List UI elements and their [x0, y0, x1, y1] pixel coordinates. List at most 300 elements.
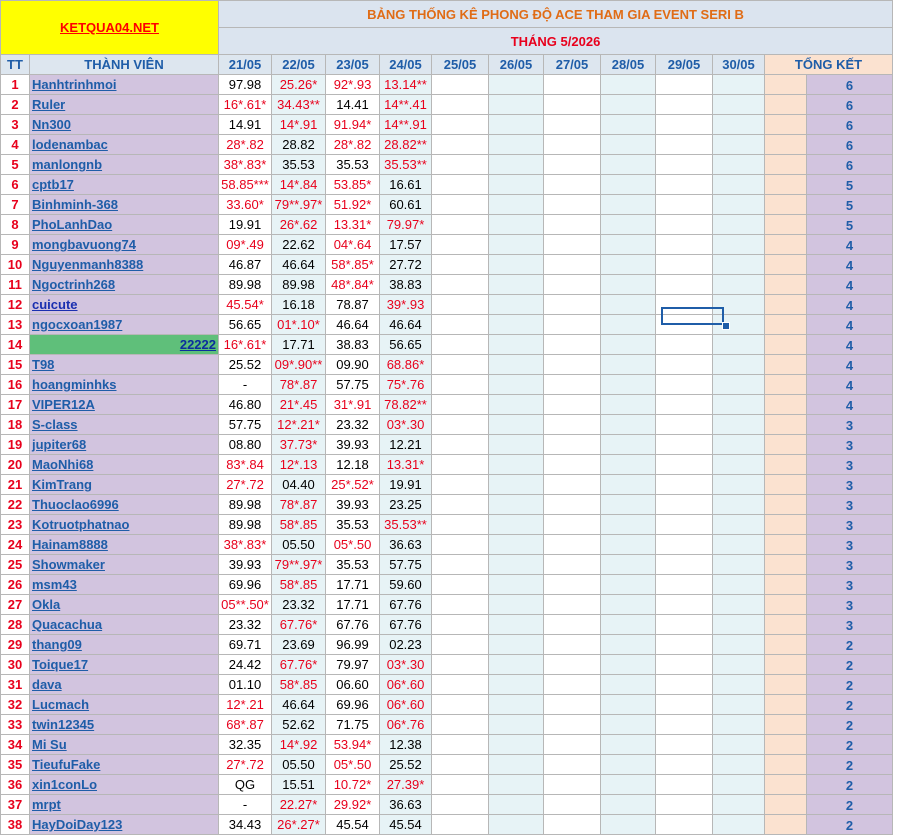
empty-cell[interactable] [432, 255, 489, 275]
empty-cell[interactable] [432, 75, 489, 95]
empty-cell[interactable] [544, 615, 601, 635]
result-cell[interactable]: 46.64 [272, 695, 326, 715]
empty-cell[interactable] [432, 575, 489, 595]
empty-cell[interactable] [544, 435, 601, 455]
empty-cell[interactable] [432, 175, 489, 195]
empty-cell[interactable] [601, 695, 656, 715]
empty-cell[interactable] [432, 655, 489, 675]
site-logo[interactable]: KETQUA04.NET [1, 1, 219, 55]
empty-cell[interactable] [489, 595, 544, 615]
empty-cell[interactable] [601, 815, 656, 835]
empty-cell[interactable] [544, 675, 601, 695]
empty-cell[interactable] [432, 555, 489, 575]
result-cell[interactable]: 05*.50 [326, 755, 380, 775]
empty-cell[interactable] [656, 75, 713, 95]
member-name[interactable]: KimTrang [30, 475, 219, 495]
empty-cell[interactable] [544, 555, 601, 575]
empty-cell[interactable] [713, 715, 765, 735]
result-cell[interactable]: 14**.91 [380, 115, 432, 135]
empty-cell[interactable] [601, 195, 656, 215]
result-cell[interactable]: 58*.85 [272, 515, 326, 535]
result-cell[interactable]: 26*.62 [272, 215, 326, 235]
result-cell[interactable]: 34.43** [272, 95, 326, 115]
empty-cell[interactable] [432, 115, 489, 135]
result-cell[interactable]: 17.57 [380, 235, 432, 255]
result-cell[interactable]: 16.18 [272, 295, 326, 315]
member-name[interactable]: hoangminhks [30, 375, 219, 395]
empty-cell[interactable] [544, 315, 601, 335]
result-cell[interactable]: 67.76* [272, 615, 326, 635]
empty-cell[interactable] [489, 675, 544, 695]
empty-cell[interactable] [601, 335, 656, 355]
empty-cell[interactable] [544, 235, 601, 255]
empty-cell[interactable] [601, 75, 656, 95]
result-cell[interactable]: 25*.52* [326, 475, 380, 495]
empty-cell[interactable] [656, 495, 713, 515]
result-cell[interactable]: 53.85* [326, 175, 380, 195]
result-cell[interactable]: 38*.83* [219, 535, 272, 555]
result-cell[interactable]: 27*.72 [219, 755, 272, 775]
result-cell[interactable]: 79.97 [326, 655, 380, 675]
empty-cell[interactable] [656, 375, 713, 395]
result-cell[interactable]: 17.71 [326, 575, 380, 595]
empty-cell[interactable] [713, 515, 765, 535]
empty-cell[interactable] [601, 615, 656, 635]
empty-cell[interactable] [656, 795, 713, 815]
result-cell[interactable]: 33.60* [219, 195, 272, 215]
empty-cell[interactable] [601, 475, 656, 495]
empty-cell[interactable] [544, 775, 601, 795]
empty-cell[interactable] [489, 695, 544, 715]
empty-cell[interactable] [601, 155, 656, 175]
empty-cell[interactable] [489, 135, 544, 155]
result-cell[interactable]: 22.62 [272, 235, 326, 255]
empty-cell[interactable] [544, 495, 601, 515]
result-cell[interactable]: 35.53 [326, 515, 380, 535]
result-cell[interactable]: 06*.60 [380, 675, 432, 695]
member-name[interactable]: PhoLanhDao [30, 215, 219, 235]
empty-cell[interactable] [432, 675, 489, 695]
empty-cell[interactable] [601, 755, 656, 775]
member-name[interactable]: twin12345 [30, 715, 219, 735]
empty-cell[interactable] [656, 115, 713, 135]
empty-cell[interactable] [713, 595, 765, 615]
member-name[interactable]: Hanhtrinhmoi [30, 75, 219, 95]
empty-cell[interactable] [489, 795, 544, 815]
empty-cell[interactable] [601, 435, 656, 455]
result-cell[interactable]: 89.98 [219, 275, 272, 295]
empty-cell[interactable] [432, 275, 489, 295]
empty-cell[interactable] [432, 315, 489, 335]
result-cell[interactable]: 16*.61* [219, 335, 272, 355]
result-cell[interactable]: 38.83 [326, 335, 380, 355]
empty-cell[interactable] [713, 615, 765, 635]
member-name[interactable]: Quacachua [30, 615, 219, 635]
empty-cell[interactable] [432, 195, 489, 215]
result-cell[interactable]: 56.65 [380, 335, 432, 355]
result-cell[interactable]: 23.69 [272, 635, 326, 655]
empty-cell[interactable] [601, 535, 656, 555]
result-cell[interactable]: 56.65 [219, 315, 272, 335]
empty-cell[interactable] [544, 415, 601, 435]
empty-cell[interactable] [432, 235, 489, 255]
result-cell[interactable]: 38*.83* [219, 155, 272, 175]
empty-cell[interactable] [601, 415, 656, 435]
empty-cell[interactable] [713, 655, 765, 675]
member-name[interactable]: Showmaker [30, 555, 219, 575]
empty-cell[interactable] [544, 795, 601, 815]
result-cell[interactable]: 23.32 [272, 595, 326, 615]
empty-cell[interactable] [489, 415, 544, 435]
empty-cell[interactable] [713, 155, 765, 175]
empty-cell[interactable] [713, 355, 765, 375]
result-cell[interactable]: 35.53 [326, 555, 380, 575]
empty-cell[interactable] [544, 635, 601, 655]
result-cell[interactable]: 67.76 [380, 615, 432, 635]
result-cell[interactable]: 48*.84* [326, 275, 380, 295]
empty-cell[interactable] [656, 415, 713, 435]
result-cell[interactable]: 53.94* [326, 735, 380, 755]
empty-cell[interactable] [489, 515, 544, 535]
empty-cell[interactable] [656, 595, 713, 615]
result-cell[interactable]: 59.60 [380, 575, 432, 595]
fill-handle[interactable] [722, 322, 730, 330]
result-cell[interactable]: 27.72 [380, 255, 432, 275]
empty-cell[interactable] [601, 115, 656, 135]
empty-cell[interactable] [544, 475, 601, 495]
empty-cell[interactable] [601, 515, 656, 535]
result-cell[interactable]: 09.90 [326, 355, 380, 375]
empty-cell[interactable] [601, 375, 656, 395]
empty-cell[interactable] [713, 755, 765, 775]
result-cell[interactable]: 79.97* [380, 215, 432, 235]
empty-cell[interactable] [656, 455, 713, 475]
result-cell[interactable]: 24.42 [219, 655, 272, 675]
result-cell[interactable]: 58*.85 [272, 675, 326, 695]
empty-cell[interactable] [544, 275, 601, 295]
member-name[interactable]: Okla [30, 595, 219, 615]
empty-cell[interactable] [489, 115, 544, 135]
result-cell[interactable]: 03*.30 [380, 415, 432, 435]
empty-cell[interactable] [544, 535, 601, 555]
empty-cell[interactable] [713, 255, 765, 275]
result-cell[interactable]: 89.98 [219, 495, 272, 515]
empty-cell[interactable] [656, 135, 713, 155]
result-cell[interactable]: 92*.93 [326, 75, 380, 95]
result-cell[interactable]: 28*.82 [326, 135, 380, 155]
result-cell[interactable]: - [219, 795, 272, 815]
result-cell[interactable]: 51.92* [326, 195, 380, 215]
empty-cell[interactable] [713, 635, 765, 655]
result-cell[interactable]: 78*.87 [272, 495, 326, 515]
member-name[interactable]: Nguyenmanh8388 [30, 255, 219, 275]
result-cell[interactable]: 45.54 [380, 815, 432, 835]
empty-cell[interactable] [544, 655, 601, 675]
member-name[interactable]: Nn300 [30, 115, 219, 135]
empty-cell[interactable] [489, 235, 544, 255]
empty-cell[interactable] [656, 535, 713, 555]
empty-cell[interactable] [489, 335, 544, 355]
empty-cell[interactable] [544, 455, 601, 475]
member-name[interactable]: dava [30, 675, 219, 695]
empty-cell[interactable] [601, 635, 656, 655]
result-cell[interactable]: 13.31* [326, 215, 380, 235]
empty-cell[interactable] [489, 435, 544, 455]
member-name[interactable]: Thuoclao6996 [30, 495, 219, 515]
result-cell[interactable]: 36.63 [380, 795, 432, 815]
result-cell[interactable]: 32.35 [219, 735, 272, 755]
result-cell[interactable]: 14*.92 [272, 735, 326, 755]
empty-cell[interactable] [489, 315, 544, 335]
empty-cell[interactable] [432, 795, 489, 815]
member-name[interactable]: mongbavuong74 [30, 235, 219, 255]
member-name[interactable]: Hainam8888 [30, 535, 219, 555]
empty-cell[interactable] [713, 435, 765, 455]
result-cell[interactable]: 58*.85 [272, 575, 326, 595]
empty-cell[interactable] [432, 215, 489, 235]
empty-cell[interactable] [713, 575, 765, 595]
result-cell[interactable]: 68*.87 [219, 715, 272, 735]
result-cell[interactable]: 39.93 [326, 495, 380, 515]
result-cell[interactable]: 15.51 [272, 775, 326, 795]
empty-cell[interactable] [544, 355, 601, 375]
result-cell[interactable]: - [219, 375, 272, 395]
empty-cell[interactable] [601, 775, 656, 795]
empty-cell[interactable] [489, 75, 544, 95]
member-name[interactable]: Ngoctrinh268 [30, 275, 219, 295]
empty-cell[interactable] [432, 775, 489, 795]
result-cell[interactable]: 35.53** [380, 155, 432, 175]
result-cell[interactable]: 58*.85* [326, 255, 380, 275]
member-name[interactable]: cuicute [30, 295, 219, 315]
empty-cell[interactable] [432, 95, 489, 115]
empty-cell[interactable] [432, 635, 489, 655]
result-cell[interactable]: 58.85*** [219, 175, 272, 195]
empty-cell[interactable] [656, 695, 713, 715]
empty-cell[interactable] [601, 675, 656, 695]
empty-cell[interactable] [489, 215, 544, 235]
empty-cell[interactable] [713, 335, 765, 355]
empty-cell[interactable] [489, 175, 544, 195]
result-cell[interactable]: 35.53** [380, 515, 432, 535]
result-cell[interactable]: 22.27* [272, 795, 326, 815]
result-cell[interactable]: 05**.50* [219, 595, 272, 615]
result-cell[interactable]: 28.82 [272, 135, 326, 155]
member-name[interactable]: HayDoiDay123 [30, 815, 219, 835]
empty-cell[interactable] [713, 455, 765, 475]
empty-cell[interactable] [656, 335, 713, 355]
empty-cell[interactable] [656, 195, 713, 215]
result-cell[interactable]: 14*.91 [272, 115, 326, 135]
empty-cell[interactable] [432, 535, 489, 555]
empty-cell[interactable] [432, 155, 489, 175]
empty-cell[interactable] [656, 575, 713, 595]
empty-cell[interactable] [601, 175, 656, 195]
empty-cell[interactable] [432, 135, 489, 155]
result-cell[interactable]: 39*.93 [380, 295, 432, 315]
empty-cell[interactable] [544, 335, 601, 355]
result-cell[interactable]: 91.94* [326, 115, 380, 135]
empty-cell[interactable] [601, 395, 656, 415]
empty-cell[interactable] [432, 335, 489, 355]
empty-cell[interactable] [656, 635, 713, 655]
empty-cell[interactable] [656, 355, 713, 375]
empty-cell[interactable] [432, 395, 489, 415]
empty-cell[interactable] [489, 95, 544, 115]
empty-cell[interactable] [601, 255, 656, 275]
result-cell[interactable]: 78*.87 [272, 375, 326, 395]
member-name[interactable]: cptb17 [30, 175, 219, 195]
empty-cell[interactable] [489, 375, 544, 395]
empty-cell[interactable] [544, 375, 601, 395]
result-cell[interactable]: 08.80 [219, 435, 272, 455]
empty-cell[interactable] [713, 495, 765, 515]
result-cell[interactable]: 12*.21* [272, 415, 326, 435]
empty-cell[interactable] [432, 295, 489, 315]
result-cell[interactable]: 26*.27* [272, 815, 326, 835]
result-cell[interactable]: 17.71 [272, 335, 326, 355]
empty-cell[interactable] [489, 275, 544, 295]
empty-cell[interactable] [489, 655, 544, 675]
empty-cell[interactable] [713, 695, 765, 715]
member-name[interactable]: MaoNhi68 [30, 455, 219, 475]
result-cell[interactable]: 14*.84 [272, 175, 326, 195]
empty-cell[interactable] [601, 715, 656, 735]
empty-cell[interactable] [601, 495, 656, 515]
empty-cell[interactable] [713, 375, 765, 395]
result-cell[interactable]: 78.87 [326, 295, 380, 315]
result-cell[interactable]: 23.25 [380, 495, 432, 515]
empty-cell[interactable] [601, 95, 656, 115]
empty-cell[interactable] [601, 575, 656, 595]
member-name[interactable]: ngocxoan1987 [30, 315, 219, 335]
result-cell[interactable]: 13.31* [380, 455, 432, 475]
result-cell[interactable]: 13.14** [380, 75, 432, 95]
result-cell[interactable]: 36.63 [380, 535, 432, 555]
empty-cell[interactable] [544, 175, 601, 195]
result-cell[interactable]: 57.75 [380, 555, 432, 575]
result-cell[interactable]: 79**.97* [272, 195, 326, 215]
empty-cell[interactable] [601, 735, 656, 755]
empty-cell[interactable] [489, 255, 544, 275]
result-cell[interactable]: 05*.50 [326, 535, 380, 555]
empty-cell[interactable] [656, 555, 713, 575]
result-cell[interactable]: 67.76 [326, 615, 380, 635]
empty-cell[interactable] [544, 695, 601, 715]
member-name[interactable]: manlongnb [30, 155, 219, 175]
empty-cell[interactable] [713, 735, 765, 755]
result-cell[interactable]: 67.76* [272, 655, 326, 675]
result-cell[interactable]: 45.54 [326, 815, 380, 835]
empty-cell[interactable] [544, 735, 601, 755]
empty-cell[interactable] [713, 555, 765, 575]
result-cell[interactable]: 35.53 [326, 155, 380, 175]
result-cell[interactable]: 57.75 [219, 415, 272, 435]
empty-cell[interactable] [489, 735, 544, 755]
empty-cell[interactable] [656, 215, 713, 235]
result-cell[interactable]: 46.64 [326, 315, 380, 335]
empty-cell[interactable] [656, 755, 713, 775]
result-cell[interactable]: 46.80 [219, 395, 272, 415]
empty-cell[interactable] [713, 215, 765, 235]
empty-cell[interactable] [544, 815, 601, 835]
empty-cell[interactable] [713, 815, 765, 835]
result-cell[interactable]: 23.32 [326, 415, 380, 435]
empty-cell[interactable] [432, 455, 489, 475]
member-name[interactable]: T98 [30, 355, 219, 375]
empty-cell[interactable] [432, 495, 489, 515]
empty-cell[interactable] [544, 255, 601, 275]
member-name[interactable]: jupiter68 [30, 435, 219, 455]
empty-cell[interactable] [601, 655, 656, 675]
empty-cell[interactable] [489, 555, 544, 575]
result-cell[interactable]: 39.93 [326, 435, 380, 455]
empty-cell[interactable] [601, 275, 656, 295]
member-name[interactable]: msm43 [30, 575, 219, 595]
member-name[interactable]: Mi Su [30, 735, 219, 755]
empty-cell[interactable] [601, 235, 656, 255]
result-cell[interactable]: 27.39* [380, 775, 432, 795]
result-cell[interactable]: 05.50 [272, 755, 326, 775]
empty-cell[interactable] [656, 315, 713, 335]
empty-cell[interactable] [656, 735, 713, 755]
empty-cell[interactable] [544, 295, 601, 315]
empty-cell[interactable] [489, 495, 544, 515]
empty-cell[interactable] [489, 295, 544, 315]
result-cell[interactable]: 06*.76 [380, 715, 432, 735]
result-cell[interactable]: 12*.21 [219, 695, 272, 715]
member-name[interactable]: TieufuFake [30, 755, 219, 775]
result-cell[interactable]: 37.73* [272, 435, 326, 455]
empty-cell[interactable] [489, 575, 544, 595]
member-name[interactable]: lodenambac [30, 135, 219, 155]
empty-cell[interactable] [432, 515, 489, 535]
result-cell[interactable]: 14**.41 [380, 95, 432, 115]
result-cell[interactable]: 04*.64 [326, 235, 380, 255]
empty-cell[interactable] [432, 615, 489, 635]
result-cell[interactable]: 14.41 [326, 95, 380, 115]
result-cell[interactable]: 83*.84 [219, 455, 272, 475]
empty-cell[interactable] [544, 195, 601, 215]
empty-cell[interactable] [544, 755, 601, 775]
result-cell[interactable]: 69.71 [219, 635, 272, 655]
empty-cell[interactable] [601, 555, 656, 575]
result-cell[interactable]: 38.83 [380, 275, 432, 295]
result-cell[interactable]: 12*.13 [272, 455, 326, 475]
empty-cell[interactable] [601, 295, 656, 315]
empty-cell[interactable] [489, 155, 544, 175]
result-cell[interactable]: 14.91 [219, 115, 272, 135]
empty-cell[interactable] [713, 775, 765, 795]
empty-cell[interactable] [601, 455, 656, 475]
result-cell[interactable]: 17.71 [326, 595, 380, 615]
empty-cell[interactable] [432, 415, 489, 435]
empty-cell[interactable] [656, 295, 713, 315]
empty-cell[interactable] [489, 775, 544, 795]
result-cell[interactable]: 12.21 [380, 435, 432, 455]
empty-cell[interactable] [601, 135, 656, 155]
result-cell[interactable]: 21*.45 [272, 395, 326, 415]
empty-cell[interactable] [544, 575, 601, 595]
empty-cell[interactable] [713, 235, 765, 255]
result-cell[interactable]: 19.91 [219, 215, 272, 235]
empty-cell[interactable] [713, 475, 765, 495]
empty-cell[interactable] [432, 475, 489, 495]
result-cell[interactable]: 29.92* [326, 795, 380, 815]
empty-cell[interactable] [713, 395, 765, 415]
result-cell[interactable]: 04.40 [272, 475, 326, 495]
empty-cell[interactable] [713, 315, 765, 335]
